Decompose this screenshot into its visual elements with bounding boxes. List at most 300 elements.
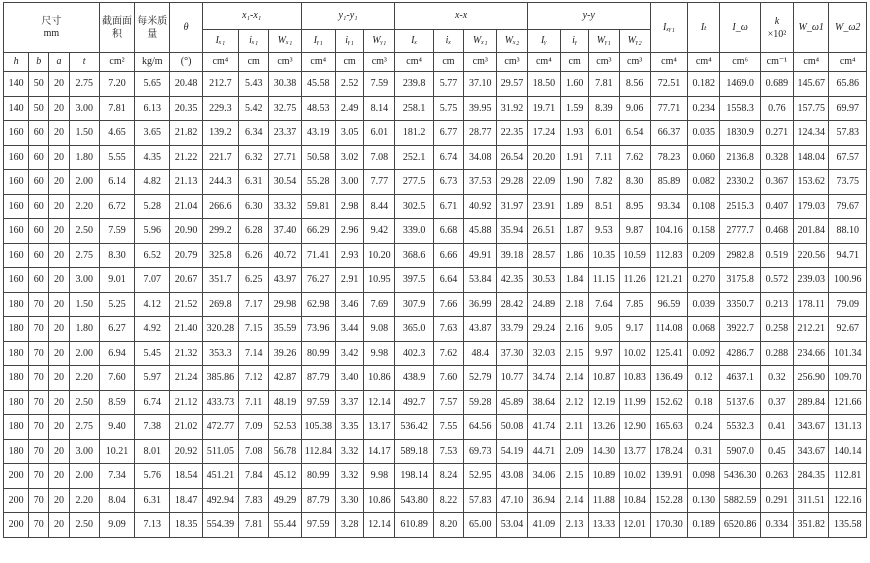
table-cell: 2.15 — [560, 341, 588, 366]
table-cell: 397.5 — [395, 268, 433, 293]
table-cell: 284.35 — [794, 464, 829, 489]
table-cell: 36.99 — [464, 292, 497, 317]
unit-cm4: cm⁴ — [527, 53, 560, 72]
table-cell: 7.63 — [433, 317, 463, 342]
table-cell: 109.70 — [829, 366, 867, 391]
table-cell: 160 — [4, 219, 29, 244]
table-cell: 0.068 — [688, 317, 720, 342]
size-label: 尺寸 — [41, 15, 62, 27]
table-cell: 20.90 — [170, 219, 202, 244]
table-cell: 589.18 — [395, 439, 433, 464]
table-cell: 27.71 — [269, 145, 301, 170]
table-cell: 13.17 — [364, 415, 395, 440]
table-cell: 21.32 — [170, 341, 202, 366]
table-cell: 2.11 — [560, 415, 588, 440]
table-cell: 70 — [29, 390, 49, 415]
table-cell: 73.96 — [301, 317, 335, 342]
table-cell: 3.37 — [335, 390, 363, 415]
table-cell: 28.77 — [464, 121, 497, 146]
table-cell: 20 — [49, 219, 69, 244]
table-cell: 9.98 — [364, 341, 395, 366]
table-cell: 131.13 — [829, 415, 867, 440]
table-cell: 200 — [4, 464, 29, 489]
table-cell: 10.84 — [619, 488, 650, 513]
table-cell: 8.56 — [619, 72, 650, 97]
table-cell: 153.62 — [794, 170, 829, 195]
table-cell: 0.45 — [760, 439, 793, 464]
table-cell: 0.407 — [760, 194, 793, 219]
table-cell: 2.00 — [69, 464, 99, 489]
group-x1x1: x₁-x₁ — [202, 3, 301, 30]
table-cell: 3.28 — [335, 513, 363, 538]
table-cell: 20 — [49, 390, 69, 415]
table-cell: 6.74 — [135, 390, 170, 415]
table-cell: 165.63 — [650, 415, 687, 440]
table-cell: 32.03 — [527, 341, 560, 366]
table-cell: 198.14 — [395, 464, 433, 489]
table-cell: 0.158 — [688, 219, 720, 244]
table-cell: 339.0 — [395, 219, 433, 244]
group-yy: y-y — [527, 3, 650, 30]
table-cell: 19.71 — [527, 96, 560, 121]
table-cell: 5.97 — [135, 366, 170, 391]
k-scale: ×10² — [767, 28, 787, 40]
table-cell: 12.19 — [589, 390, 619, 415]
table-cell: 20.35 — [170, 96, 202, 121]
table-cell: 5.75 — [433, 96, 463, 121]
table-cell: 20.20 — [527, 145, 560, 170]
table-cell: 21.52 — [170, 292, 202, 317]
table-cell: 0.334 — [760, 513, 793, 538]
table-cell: 6520.86 — [720, 513, 760, 538]
table-cell: 2.50 — [69, 390, 99, 415]
table-body — [4, 72, 867, 538]
col-Iw: I_ω — [720, 3, 760, 53]
table-cell: 104.16 — [650, 219, 687, 244]
table-cell: 62.98 — [301, 292, 335, 317]
table-cell: 2.15 — [560, 464, 588, 489]
table-cell: 12.14 — [364, 390, 395, 415]
table-cell: 4.35 — [135, 145, 170, 170]
table-cell: 343.67 — [794, 415, 829, 440]
table-cell: 50 — [29, 72, 49, 97]
table-cell: 2.93 — [335, 243, 363, 268]
table-cell: 0.258 — [760, 317, 793, 342]
table-cell: 69.73 — [464, 439, 497, 464]
table-cell: 69.97 — [829, 96, 867, 121]
table-cell: 0.12 — [688, 366, 720, 391]
table-cell: 7.53 — [433, 439, 463, 464]
table-cell: 221.7 — [202, 145, 238, 170]
table-cell: 23.91 — [527, 194, 560, 219]
table-cell: 29.98 — [269, 292, 301, 317]
unit-cm3: cm³ — [364, 53, 395, 72]
table-cell: 10.87 — [589, 366, 619, 391]
table-cell: 70 — [29, 513, 49, 538]
table-cell: 20 — [49, 464, 69, 489]
table-cell: 5.25 — [99, 292, 134, 317]
col-ix: iₓ — [433, 30, 463, 53]
table-cell: 12.01 — [619, 513, 650, 538]
col-Wo1: W_ω1 — [794, 3, 829, 53]
table-cell: 0.76 — [760, 96, 793, 121]
col-Wx1: Wₓ₁ — [269, 30, 301, 53]
table-cell: 29.24 — [527, 317, 560, 342]
table-cell: 2.16 — [560, 317, 588, 342]
table-cell: 35.94 — [497, 219, 527, 244]
table-cell: 39.95 — [464, 96, 497, 121]
table-cell: 7.34 — [99, 464, 134, 489]
table-cell: 6.54 — [619, 121, 650, 146]
table-cell: 1.50 — [69, 121, 99, 146]
table-cell: 610.89 — [395, 513, 433, 538]
table-cell: 20 — [49, 366, 69, 391]
unit-cm3: cm³ — [497, 53, 527, 72]
unit-cm4: cm⁴ — [829, 53, 867, 72]
table-cell: 3.32 — [335, 439, 363, 464]
table-cell: 6.64 — [433, 268, 463, 293]
table-cell: 0.234 — [688, 96, 720, 121]
table-cell: 8.22 — [433, 488, 463, 513]
table-cell: 7.09 — [239, 415, 269, 440]
mass-header — [135, 3, 170, 53]
unit-cm3: cm³ — [269, 53, 301, 72]
table-cell: 3350.7 — [720, 292, 760, 317]
table-cell: 220.56 — [794, 243, 829, 268]
unit-cm4: cm⁴ — [794, 53, 829, 72]
table-cell: 12.14 — [364, 513, 395, 538]
table-cell: 11.99 — [619, 390, 650, 415]
table-cell: 2.91 — [335, 268, 363, 293]
table-cell: 1.86 — [560, 243, 588, 268]
table-cell: 32.75 — [269, 96, 301, 121]
col-ix1: iₓ₁ — [239, 30, 269, 53]
table-cell: 13.33 — [589, 513, 619, 538]
unit-cm3: cm³ — [619, 53, 650, 72]
table-cell: 7.66 — [433, 292, 463, 317]
table-cell: 57.83 — [464, 488, 497, 513]
table-cell: 30.53 — [527, 268, 560, 293]
table-cell: 180 — [4, 390, 29, 415]
table-cell: 135.58 — [829, 513, 867, 538]
table-cell: 351.7 — [202, 268, 238, 293]
table-cell: 433.73 — [202, 390, 238, 415]
section-properties-table — [3, 2, 867, 538]
table-row — [4, 439, 867, 464]
table-cell: 14.17 — [364, 439, 395, 464]
table-cell: 1.60 — [560, 72, 588, 97]
table-cell: 8.44 — [364, 194, 395, 219]
table-cell: 65.86 — [829, 72, 867, 97]
table-row — [4, 513, 867, 538]
table-cell: 5907.0 — [720, 439, 760, 464]
unit-theta: (°) — [170, 53, 202, 72]
table-cell: 3.00 — [335, 170, 363, 195]
unit-area: cm² — [99, 53, 134, 72]
table-cell: 3.02 — [335, 145, 363, 170]
table-cell: 0.182 — [688, 72, 720, 97]
table-cell: 0.098 — [688, 464, 720, 489]
table-row — [4, 194, 867, 219]
unit-cm: cm — [239, 53, 269, 72]
unit-cm4: cm⁴ — [395, 53, 433, 72]
table-cell: 11.15 — [589, 268, 619, 293]
table-cell: 59.28 — [464, 390, 497, 415]
table-cell: 77.71 — [650, 96, 687, 121]
table-cell: 7.60 — [99, 366, 134, 391]
table-cell: 20 — [49, 121, 69, 146]
table-cell: 20 — [49, 317, 69, 342]
table-cell: 5.45 — [135, 341, 170, 366]
table-cell: 8.95 — [619, 194, 650, 219]
table-cell: 21.12 — [170, 390, 202, 415]
unit-cm3: cm³ — [464, 53, 497, 72]
table-cell: 21.40 — [170, 317, 202, 342]
table-cell: 0.367 — [760, 170, 793, 195]
table-cell: 94.71 — [829, 243, 867, 268]
size-unit: mm — [43, 27, 60, 39]
table-cell: 88.10 — [829, 219, 867, 244]
table-cell: 64.56 — [464, 415, 497, 440]
unit-cm4: cm⁴ — [301, 53, 335, 72]
table-cell: 43.08 — [497, 464, 527, 489]
table-cell: 0.209 — [688, 243, 720, 268]
table-cell: 122.16 — [829, 488, 867, 513]
table-cell: 6.77 — [433, 121, 463, 146]
col-It: Iₜ — [688, 3, 720, 53]
table-cell: 0.213 — [760, 292, 793, 317]
table-cell: 0.271 — [760, 121, 793, 146]
table-cell: 59.81 — [301, 194, 335, 219]
table-row — [4, 415, 867, 440]
table-cell: 7.17 — [239, 292, 269, 317]
table-cell: 21.02 — [170, 415, 202, 440]
theta-header — [170, 3, 202, 53]
table-cell: 55.44 — [269, 513, 301, 538]
table-cell: 92.67 — [829, 317, 867, 342]
table-cell: 29.57 — [497, 72, 527, 97]
table-cell: 2.14 — [560, 488, 588, 513]
table-cell: 0.035 — [688, 121, 720, 146]
table-row — [4, 366, 867, 391]
table-cell: 0.288 — [760, 341, 793, 366]
table-cell: 10.86 — [364, 366, 395, 391]
table-cell: 9.97 — [589, 341, 619, 366]
table-cell: 0.31 — [688, 439, 720, 464]
table-cell: 9.87 — [619, 219, 650, 244]
unit-cm4: cm⁴ — [202, 53, 238, 72]
table-cell: 8.01 — [135, 439, 170, 464]
table-cell: 3.30 — [335, 488, 363, 513]
table-row — [4, 488, 867, 513]
table-cell: 97.59 — [301, 513, 335, 538]
col-Wy2: Wᵧ₂ — [619, 30, 650, 53]
table-cell: 57.83 — [829, 121, 867, 146]
table-cell: 8.30 — [99, 243, 134, 268]
table-cell: 10.20 — [364, 243, 395, 268]
table-cell: 7.69 — [364, 292, 395, 317]
table-cell: 3.40 — [335, 366, 363, 391]
table-cell: 152.28 — [650, 488, 687, 513]
table-cell: 140.14 — [829, 439, 867, 464]
table-cell: 33.79 — [497, 317, 527, 342]
table-cell: 438.9 — [395, 366, 433, 391]
table-cell: 7.20 — [99, 72, 134, 97]
table-cell: 2.14 — [560, 366, 588, 391]
table-cell: 12.90 — [619, 415, 650, 440]
table-cell: 9.05 — [589, 317, 619, 342]
table-cell: 472.77 — [202, 415, 238, 440]
table-cell: 299.2 — [202, 219, 238, 244]
table-cell: 3.32 — [335, 464, 363, 489]
table-cell: 49.29 — [269, 488, 301, 513]
table-cell: 554.39 — [202, 513, 238, 538]
table-cell: 8.24 — [433, 464, 463, 489]
table-cell: 252.1 — [395, 145, 433, 170]
table-cell: 5.77 — [433, 72, 463, 97]
table-cell: 6.25 — [239, 268, 269, 293]
table-cell: 1.50 — [69, 292, 99, 317]
col-iy: iᵧ — [560, 30, 588, 53]
table-cell: 0.328 — [760, 145, 793, 170]
table-cell: 7.57 — [433, 390, 463, 415]
table-cell: 6.73 — [433, 170, 463, 195]
table-cell: 2.12 — [560, 390, 588, 415]
table-cell: 21.13 — [170, 170, 202, 195]
table-cell: 139.2 — [202, 121, 238, 146]
header-row-units — [4, 53, 867, 72]
table-cell: 3922.7 — [720, 317, 760, 342]
table-cell: 302.5 — [395, 194, 433, 219]
table-cell: 492.94 — [202, 488, 238, 513]
table-cell: 2515.3 — [720, 194, 760, 219]
table-cell: 70 — [29, 415, 49, 440]
table-cell: 37.40 — [269, 219, 301, 244]
table-cell: 7.62 — [433, 341, 463, 366]
table-cell: 6.14 — [99, 170, 134, 195]
table-cell: 7.62 — [619, 145, 650, 170]
table-cell: 1830.9 — [720, 121, 760, 146]
table-cell: 66.37 — [650, 121, 687, 146]
table-cell: 212.7 — [202, 72, 238, 97]
table-cell: 157.75 — [794, 96, 829, 121]
table-cell: 451.21 — [202, 464, 238, 489]
table-cell: 8.20 — [433, 513, 463, 538]
table-cell: 3.44 — [335, 317, 363, 342]
table-cell: 21.24 — [170, 366, 202, 391]
table-cell: 70 — [29, 439, 49, 464]
table-cell: 0.060 — [688, 145, 720, 170]
table-cell: 9.06 — [619, 96, 650, 121]
table-cell: 7.15 — [239, 317, 269, 342]
table-cell: 20 — [49, 243, 69, 268]
table-cell: 6.34 — [239, 121, 269, 146]
table-row — [4, 243, 867, 268]
table-cell: 60 — [29, 268, 49, 293]
table-cell: 6.71 — [433, 194, 463, 219]
table-cell: 48.4 — [464, 341, 497, 366]
table-cell: 54.19 — [497, 439, 527, 464]
table-cell: 41.09 — [527, 513, 560, 538]
table-cell: 2.20 — [69, 366, 99, 391]
table-cell: 22.35 — [497, 121, 527, 146]
table-cell: 385.86 — [202, 366, 238, 391]
table-cell: 43.87 — [464, 317, 497, 342]
unit-cm4: cm⁴ — [688, 53, 720, 72]
table-cell: 1.80 — [69, 317, 99, 342]
col-Wy1b: Wᵧ₁ — [589, 30, 619, 53]
table-cell: 181.2 — [395, 121, 433, 146]
table-cell: 3175.8 — [720, 268, 760, 293]
table-cell: 234.66 — [794, 341, 829, 366]
table-cell: 148.04 — [794, 145, 829, 170]
table-row — [4, 72, 867, 97]
k-label: k — [774, 15, 780, 27]
table-cell: 368.6 — [395, 243, 433, 268]
table-cell: 60 — [29, 194, 49, 219]
table-cell: 1.91 — [560, 145, 588, 170]
table-cell: 6.28 — [239, 219, 269, 244]
group-y1y1: y₁-y₁ — [301, 3, 395, 30]
col-b: b — [29, 53, 49, 72]
table-cell: 45.88 — [464, 219, 497, 244]
table-cell: 0.039 — [688, 292, 720, 317]
table-cell: 9.42 — [364, 219, 395, 244]
table-cell: 0.689 — [760, 72, 793, 97]
table-cell: 8.51 — [589, 194, 619, 219]
table-cell: 52.53 — [269, 415, 301, 440]
col-Ix1: Iₓ₁ — [202, 30, 238, 53]
table-cell: 41.74 — [527, 415, 560, 440]
table-cell: 7.14 — [239, 341, 269, 366]
col-Iy1: Iᵧ₁ — [301, 30, 335, 53]
table-cell: 121.66 — [829, 390, 867, 415]
table-cell: 170.30 — [650, 513, 687, 538]
table-cell: 24.89 — [527, 292, 560, 317]
table-cell: 60 — [29, 145, 49, 170]
table-cell: 18.54 — [170, 464, 202, 489]
table-cell: 0.189 — [688, 513, 720, 538]
table-cell: 9.01 — [99, 268, 134, 293]
table-cell: 70 — [29, 292, 49, 317]
table-cell: 2.75 — [69, 243, 99, 268]
table-row — [4, 464, 867, 489]
col-iy1: iᵧ₁ — [335, 30, 363, 53]
table-cell: 3.05 — [335, 121, 363, 146]
unit-cm: cm — [335, 53, 363, 72]
table-cell: 2777.7 — [720, 219, 760, 244]
table-cell: 72.51 — [650, 72, 687, 97]
table-cell: 43.97 — [269, 268, 301, 293]
table-cell: 3.35 — [335, 415, 363, 440]
table-cell: 0.108 — [688, 194, 720, 219]
table-cell: 50.08 — [497, 415, 527, 440]
table-cell: 85.89 — [650, 170, 687, 195]
table-cell: 37.10 — [464, 72, 497, 97]
table-cell: 20.48 — [170, 72, 202, 97]
table-cell: 34.08 — [464, 145, 497, 170]
table-cell: 7.07 — [135, 268, 170, 293]
table-cell: 20.67 — [170, 268, 202, 293]
table-cell: 28.57 — [527, 243, 560, 268]
table-cell: 42.87 — [269, 366, 301, 391]
table-cell: 7.81 — [589, 72, 619, 97]
table-cell: 6.72 — [99, 194, 134, 219]
table-cell: 212.21 — [794, 317, 829, 342]
unit-mass: kg/m — [135, 53, 170, 72]
table-cell: 60 — [29, 243, 49, 268]
table-cell: 0.130 — [688, 488, 720, 513]
